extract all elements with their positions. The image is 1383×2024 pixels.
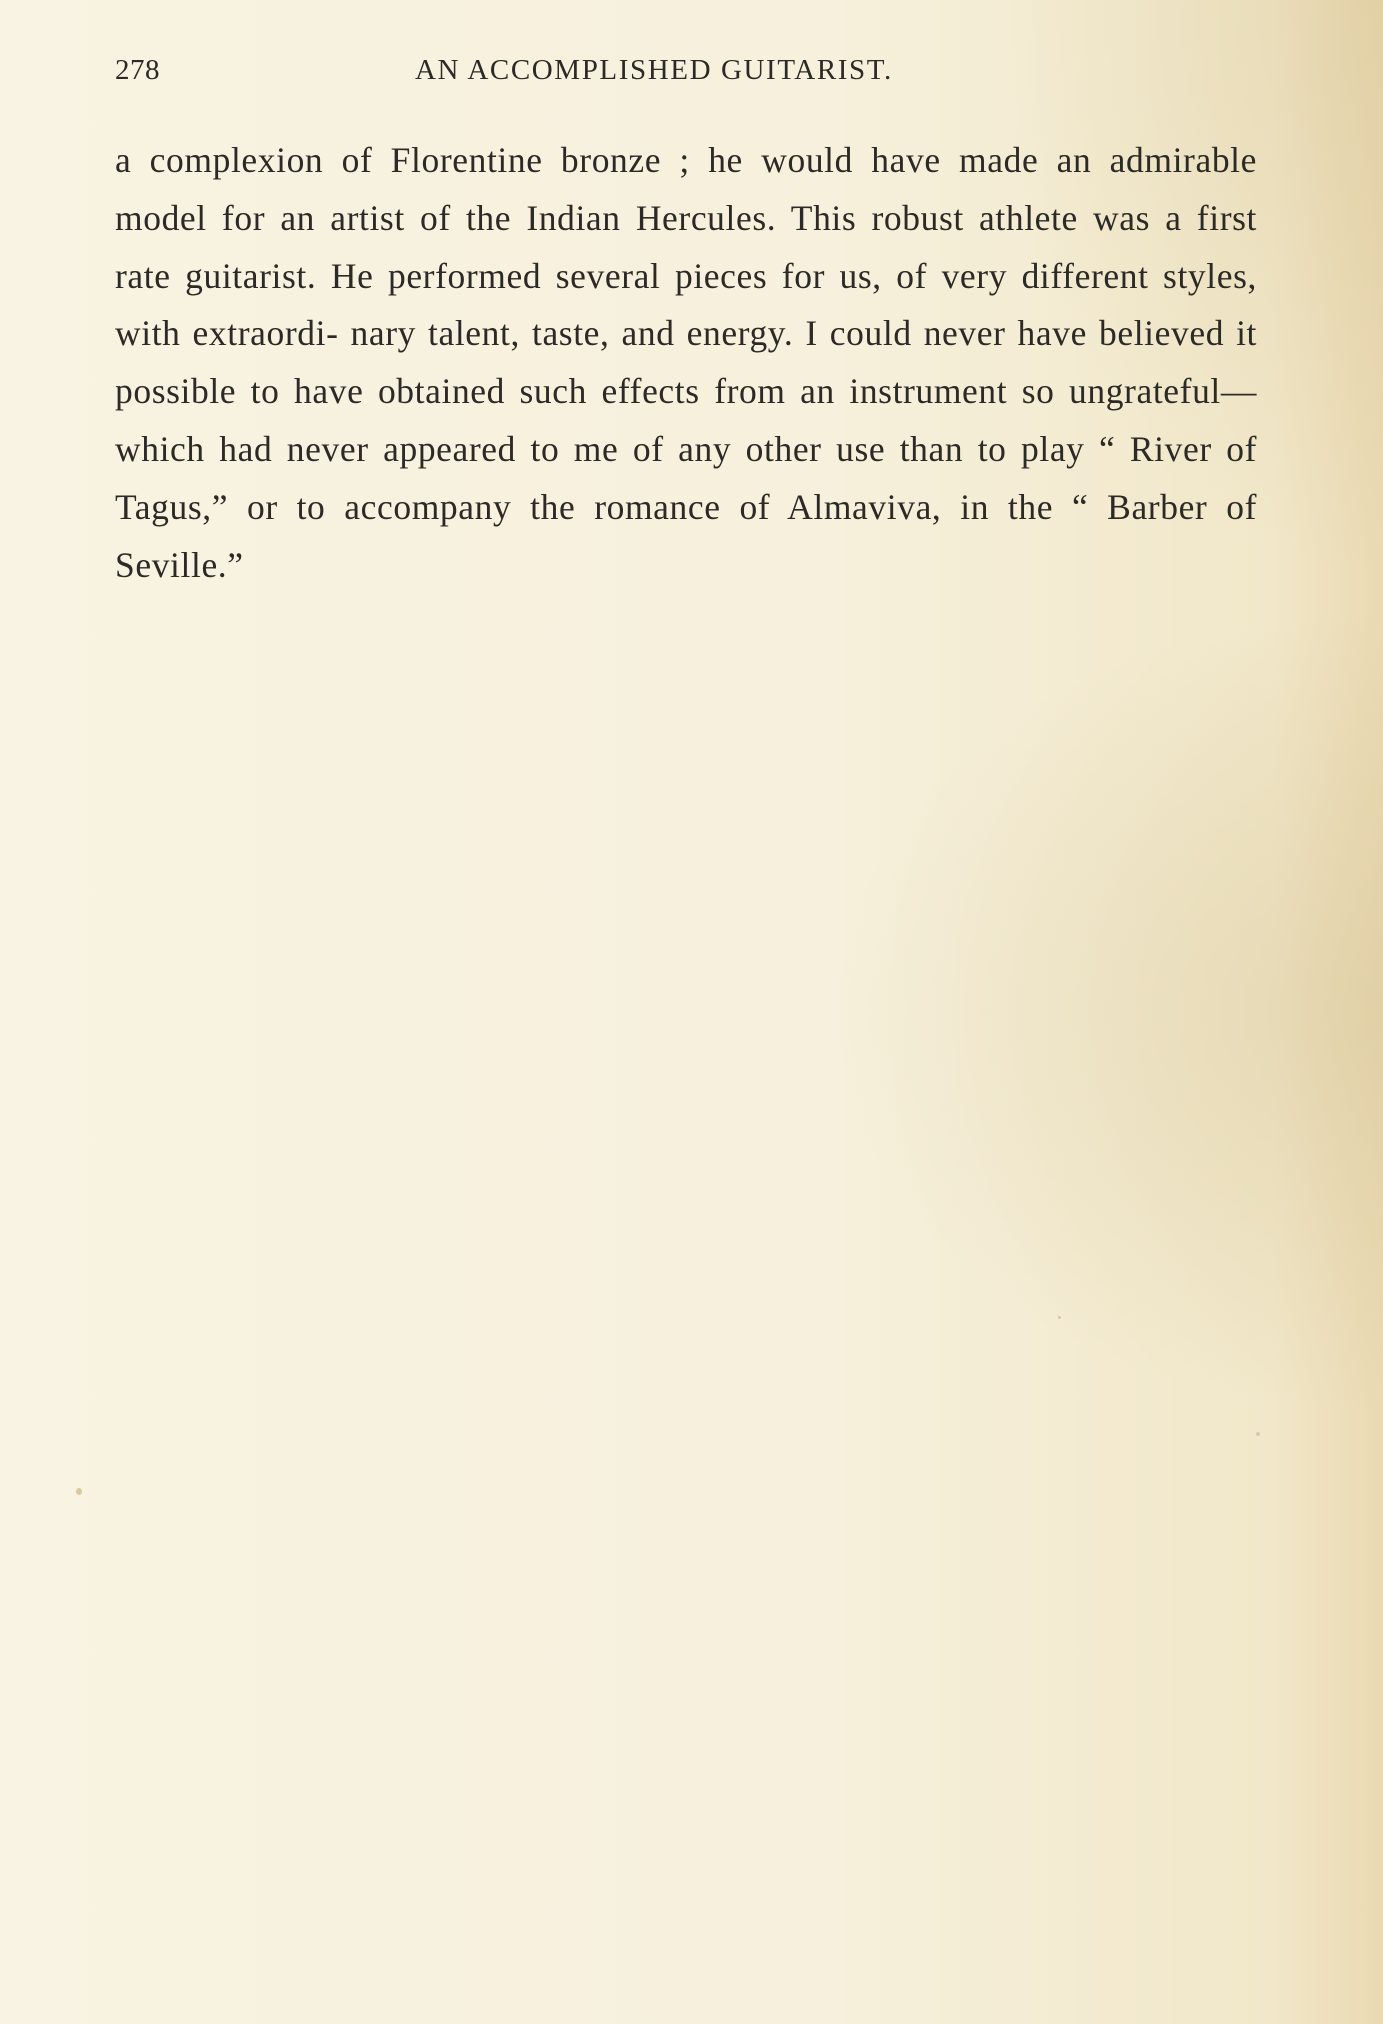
running-title: AN ACCOMPLISHED GUITARIST. <box>415 54 893 86</box>
body-paragraph: a complexion of Florentine bronze ; he would have made an admirable model for an artist of the Indian Hercules. This robust athlete was a first rate guitarist. He performed several pieces for us, of very different styles, with extraordi- nary talent, taste, and energy. I could never have believed it possible to have obtained such effects from an instrument so ungrateful—which had never appeared to me of any other use than to play “ River of Tagus,” or to accompany the romance of Almaviva, in the “ Barber of Seville.” <box>115 140 1257 585</box>
paper-speck <box>1256 1432 1260 1436</box>
running-head <box>115 54 955 94</box>
paper-speck <box>1058 1316 1061 1319</box>
page-number: 278 <box>115 54 160 86</box>
paper-speck <box>76 1488 82 1495</box>
